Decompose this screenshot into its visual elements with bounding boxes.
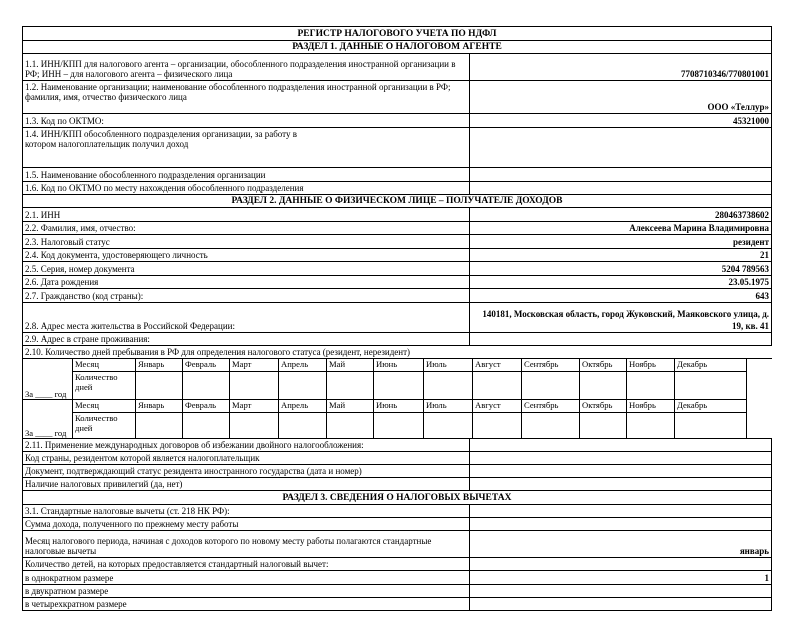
row-2-11-value: [470, 438, 772, 451]
days-cell[interactable]: [374, 412, 424, 438]
row-1-2-value: ООО «Теллур»: [470, 80, 772, 113]
row-2-11-label: 2.11. Применение международных договоров об избежании двойного налогообложения:: [23, 438, 470, 451]
days-month-label-2: Месяц: [73, 399, 136, 412]
register-table-top: [22, 13, 772, 359]
days-title: 2.10. Количество дней пребывания в РФ для определения налогового статуса (резидент, нерезидент): [23, 345, 772, 358]
section2-heading: РАЗДЕЛ 2. ДАННЫЕ О ФИЗИЧЕСКОМ ЛИЦЕ – ПОЛУЧАТЕЛЕ ДОХОДОВ: [23, 194, 772, 207]
treaty-country-value: [470, 451, 772, 464]
row-2-2-label: 2.2. Фамилия, имя, отчество:: [23, 221, 470, 234]
days-cell[interactable]: [675, 412, 747, 438]
row-2-3-value: резидент: [470, 234, 772, 248]
section1-heading: РАЗДЕЛ 1. ДАННЫЕ О НАЛОГОВОМ АГЕНТЕ: [23, 40, 772, 53]
month-aug-2: Август: [473, 399, 522, 412]
register-table-bottom: [22, 438, 772, 611]
days-cell[interactable]: [473, 412, 522, 438]
days-cell[interactable]: [279, 412, 327, 438]
row-1-4-label: 1.4. ИНН/КПП обособленного подразделения организации, за работу в котором налогоплательщик получил доход: [23, 127, 470, 167]
days-cell[interactable]: [327, 371, 374, 399]
children-count-value: [470, 557, 772, 570]
month-apr-1: Апрель: [279, 358, 327, 371]
days-cell[interactable]: [183, 412, 230, 438]
row-2-8-value: 140181, Московская область, город Жуковский, Маяковского улица, д. 19, кв. 41: [470, 302, 772, 332]
month-dec-2: Декабрь: [675, 399, 747, 412]
row-2-9-label: 2.9. Адрес в стране проживания:: [23, 332, 470, 345]
row-2-7-label: 2.7. Гражданство (код страны):: [23, 288, 470, 302]
row-2-1-label: 2.1. ИНН: [23, 207, 470, 221]
row-1-5-label: 1.5. Наименование обособленного подразделения организации: [23, 167, 470, 181]
days-cell[interactable]: [136, 412, 183, 438]
row-2-5-label: 2.5. Серия, номер документа: [23, 261, 470, 275]
month-mar-2: Март: [230, 399, 279, 412]
row-1-2-label: 1.2. Наименование организации; наименование обособленного подразделения иностранной организации в РФ; фамилия, имя, отчество физического лица: [23, 80, 470, 113]
row-2-1-value: 280463738602: [470, 207, 772, 221]
month-may-1: Май: [327, 358, 374, 371]
month-sep-1: Сентябрь: [522, 358, 580, 371]
row-1-4-value: [470, 127, 772, 167]
row-2-6-label: 2.6. Дата рождения: [23, 275, 470, 288]
treaty-country-label: Код страны, резидентом которой является налогоплательщик: [23, 451, 470, 464]
days-cell[interactable]: [424, 412, 473, 438]
days-in-russia-table: [22, 358, 747, 439]
month-may-2: Май: [327, 399, 374, 412]
children-count-label: Количество детей, на которых предоставляется стандартный налоговый вычет:: [23, 557, 470, 570]
row-2-4-value: 21: [470, 248, 772, 261]
single-size-value: 1: [470, 570, 772, 584]
treaty-document-label: Документ, подтверждающий статус резидента иностранного государства (дата и номер): [23, 464, 470, 477]
days-month-label-1: Месяц: [73, 358, 136, 371]
month-sep-2: Сентябрь: [522, 399, 580, 412]
double-size-value: [470, 584, 772, 597]
days-cell[interactable]: [374, 371, 424, 399]
days-cell[interactable]: [627, 371, 675, 399]
row-3-1-label: 3.1. Стандартные налоговые вычеты (ст. 218 НК РФ):: [23, 504, 470, 517]
month-jun-2: Июнь: [374, 399, 424, 412]
days-count-label-2: Количество дней: [73, 412, 136, 438]
days-cell[interactable]: [279, 371, 327, 399]
row-1-3-value: 45321000: [470, 113, 772, 127]
month-feb-1: Февраль: [183, 358, 230, 371]
row-2-4-label: 2.4. Код документа, удостоверяющего личность: [23, 248, 470, 261]
month-nov-2: Ноябрь: [627, 399, 675, 412]
section3-heading: РАЗДЕЛ 3. СВЕДЕНИЯ О НАЛОГОВЫХ ВЫЧЕТАХ: [23, 490, 772, 504]
month-oct-2: Октябрь: [580, 399, 627, 412]
days-year-label-2: За ____ год: [23, 399, 73, 438]
row-1-3-label: 1.3. Код по ОКТМО:: [23, 113, 470, 127]
days-cell[interactable]: [230, 371, 279, 399]
days-cell[interactable]: [183, 371, 230, 399]
days-cell[interactable]: [136, 371, 183, 399]
deduction-month-value: январь: [470, 530, 772, 557]
row-1-1-label: 1.1. ИНН/КПП для налогового агента – организации, обособленного подразделения иностранной организации в РФ; ИНН – для налогового агента – физического лица: [23, 53, 470, 80]
days-cell[interactable]: [627, 412, 675, 438]
days-cell[interactable]: [522, 371, 580, 399]
month-nov-1: Ноябрь: [627, 358, 675, 371]
row-1-1-value: 7708710346/770801001: [470, 53, 772, 80]
month-jul-1: Июль: [424, 358, 473, 371]
row-2-3-label: 2.3. Налоговый статус: [23, 234, 470, 248]
deduction-month-label: Месяц налогового периода, начиная с доходов которого по новому месту работы полагаются стандартные налоговые вычеты: [23, 530, 470, 557]
quadruple-size-value: [470, 597, 772, 610]
days-count-label-1: Количество дней: [73, 371, 136, 399]
month-dec-1: Декабрь: [675, 358, 747, 371]
row-1-6-value: [470, 181, 772, 194]
prev-income-value: [470, 517, 772, 530]
treaty-privileges-value: [470, 477, 772, 490]
month-oct-1: Октябрь: [580, 358, 627, 371]
treaty-privileges-label: Наличие налоговых привилегий (да, нет): [23, 477, 470, 490]
quadruple-size-label: в четырехкратном размере: [23, 597, 470, 610]
tax-register-form: [22, 13, 771, 611]
row-2-9-value: [470, 332, 772, 345]
month-mar-1: Март: [230, 358, 279, 371]
days-cell[interactable]: [473, 371, 522, 399]
double-size-label: в двукратном размере: [23, 584, 470, 597]
row-2-6-value: 23.05.1975: [470, 275, 772, 288]
days-year-label-1: За ____ год: [23, 358, 73, 399]
row-2-2-value: Алексеева Марина Владимировна: [470, 221, 772, 234]
row-2-5-value: 5204 789563: [470, 261, 772, 275]
row-2-8-label: 2.8. Адрес места жительства в Российской Федерации:: [23, 302, 470, 332]
days-cell[interactable]: [580, 371, 627, 399]
month-apr-2: Апрель: [279, 399, 327, 412]
row-3-1-value: [470, 504, 772, 517]
days-cell[interactable]: [327, 412, 374, 438]
month-jul-2: Июль: [424, 399, 473, 412]
prev-income-label: Сумма дохода, полученного по прежнему месту работы: [23, 517, 470, 530]
register-title: РЕГИСТР НАЛОГОВОГО УЧЕТА ПО НДФЛ: [23, 26, 772, 40]
month-feb-2: Февраль: [183, 399, 230, 412]
days-cell[interactable]: [580, 412, 627, 438]
month-jan-1: Январь: [136, 358, 183, 371]
days-cell[interactable]: [424, 371, 473, 399]
month-jan-2: Январь: [136, 399, 183, 412]
row-1-6-label: 1.6. Код по ОКТМО по месту нахождения обособленного подразделения: [23, 181, 470, 194]
days-cell[interactable]: [230, 412, 279, 438]
row-1-5-value: [470, 167, 772, 181]
days-cell[interactable]: [675, 371, 747, 399]
days-cell[interactable]: [522, 412, 580, 438]
row-2-7-value: 643: [470, 288, 772, 302]
treaty-document-value: [470, 464, 772, 477]
month-aug-1: Август: [473, 358, 522, 371]
month-jun-1: Июнь: [374, 358, 424, 371]
single-size-label: в однократном размере: [23, 570, 470, 584]
